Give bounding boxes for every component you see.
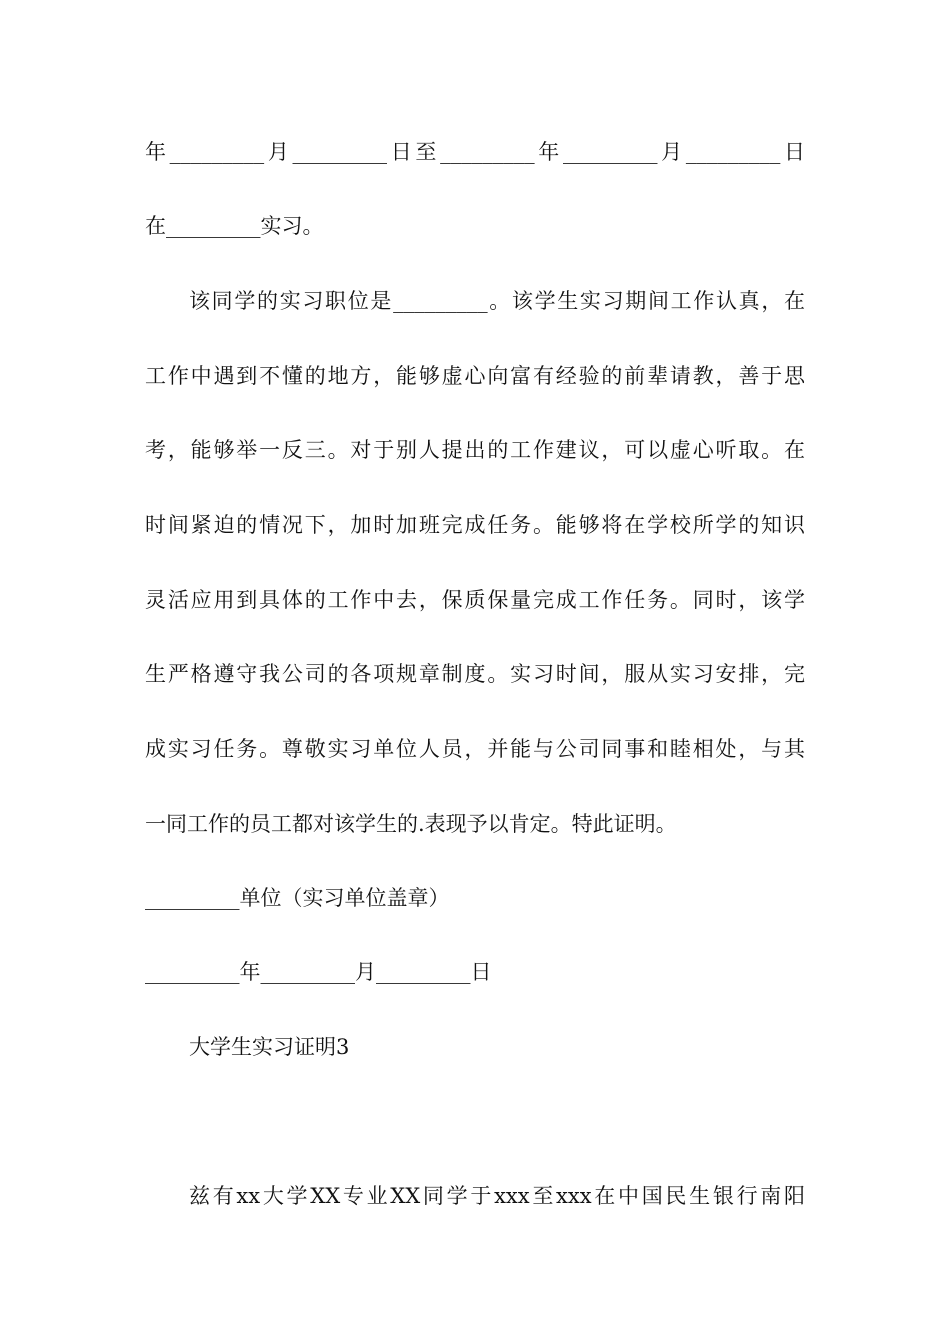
date-range-line: 年_________月_________日至_________年_________月_________日 xyxy=(145,140,805,164)
unit-seal-line: _________单位（实习单位盖章） xyxy=(145,886,450,910)
paragraph-line: 该同学的实习职位是_________。该学生实习期间工作认真，在 xyxy=(189,289,805,313)
paragraph-line: 兹有xx大学XX专业XX同学于xxx至xxx在中国民生银行南阳 xyxy=(189,1184,805,1208)
paragraph-line: 考，能够举一反三。对于别人提出的工作建议，可以虚心听取。在 xyxy=(145,438,805,462)
paragraph-line: 工作中遇到不懂的地方，能够虚心向富有经验的前辈请教，善于思 xyxy=(145,364,805,388)
paragraph-line: 时间紧迫的情况下，加时加班完成任务。能够将在学校所学的知识 xyxy=(145,513,805,537)
paragraph-line: 一同工作的员工都对该学生的.表现予以肯定。特此证明。 xyxy=(145,812,677,836)
paragraph-line: 成实习任务。尊敬实习单位人员，并能与公司同事和睦相处，与其 xyxy=(145,737,805,761)
signature-date-line: _________年_________月_________日 xyxy=(145,960,492,984)
paragraph-line: 生严格遵守我公司的各项规章制度。实习时间，服从实习安排，完 xyxy=(145,662,805,686)
internship-location-line: 在_________实习。 xyxy=(145,214,324,238)
paragraph-line: 灵活应用到具体的工作中去，保质保量完成工作任务。同时，该学 xyxy=(145,588,805,612)
section-heading: 大学生实习证明3 xyxy=(189,1035,350,1059)
